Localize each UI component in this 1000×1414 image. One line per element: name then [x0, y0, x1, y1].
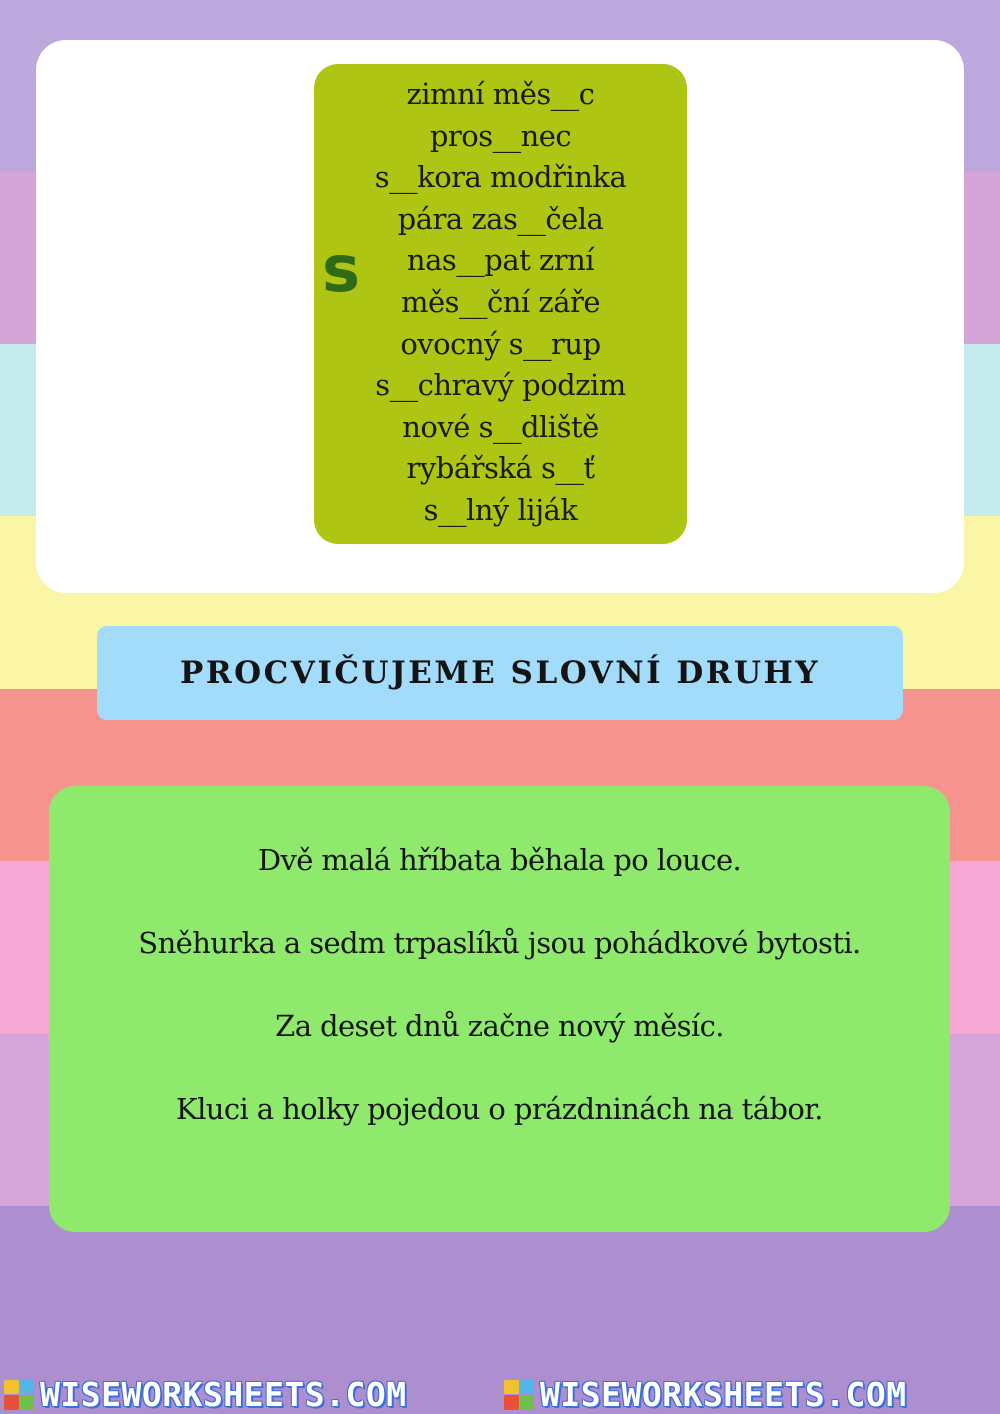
watermark-bar — [0, 1375, 1000, 1414]
word-item: zimní měs__c — [406, 77, 595, 111]
word-item: nové s__dliště — [402, 409, 599, 444]
wiseworksheets-logo-icon — [4, 1380, 34, 1410]
title-bar — [97, 626, 903, 720]
word-item: s__kora modřinka — [374, 160, 627, 195]
word-item: pros__nec — [429, 118, 572, 153]
wiseworksheets-logo-icon — [504, 1380, 534, 1410]
word-item: nas__pat zrní — [406, 243, 595, 278]
page-title: PROCVIČUJEME SLOVNÍ DRUHY — [180, 655, 820, 691]
word-item: měs__ční záře — [400, 284, 601, 319]
word-item: s__chravý podzim — [375, 368, 626, 403]
watermark-text: WISEWORKSHEETS.COM — [40, 1374, 407, 1414]
word-item: ovocný s__rup — [400, 326, 601, 361]
sentence-item: Za deset dnů začne nový měsíc. — [275, 1009, 724, 1043]
sentence-item: Dvě malá hříbata běhala po louce. — [257, 843, 742, 877]
big-letter-s: s — [322, 233, 361, 307]
sentence-list — [49, 838, 950, 1170]
sentence-item: Sněhurka a sedm trpaslíků jsou pohádkové bytosti. — [138, 926, 861, 960]
word-item: s__lný liják — [423, 492, 578, 527]
word-item: pára zas__čela — [397, 201, 604, 236]
watermark-brand — [504, 1374, 996, 1414]
watermark-text: WISEWORKSHEETS.COM — [540, 1374, 907, 1414]
word-item: rybářská s__ť — [406, 451, 595, 486]
watermark-brand — [4, 1374, 496, 1414]
word-list — [314, 74, 687, 532]
sentence-item: Kluci a holky pojedou o prázdninách na tábor. — [176, 1092, 823, 1126]
